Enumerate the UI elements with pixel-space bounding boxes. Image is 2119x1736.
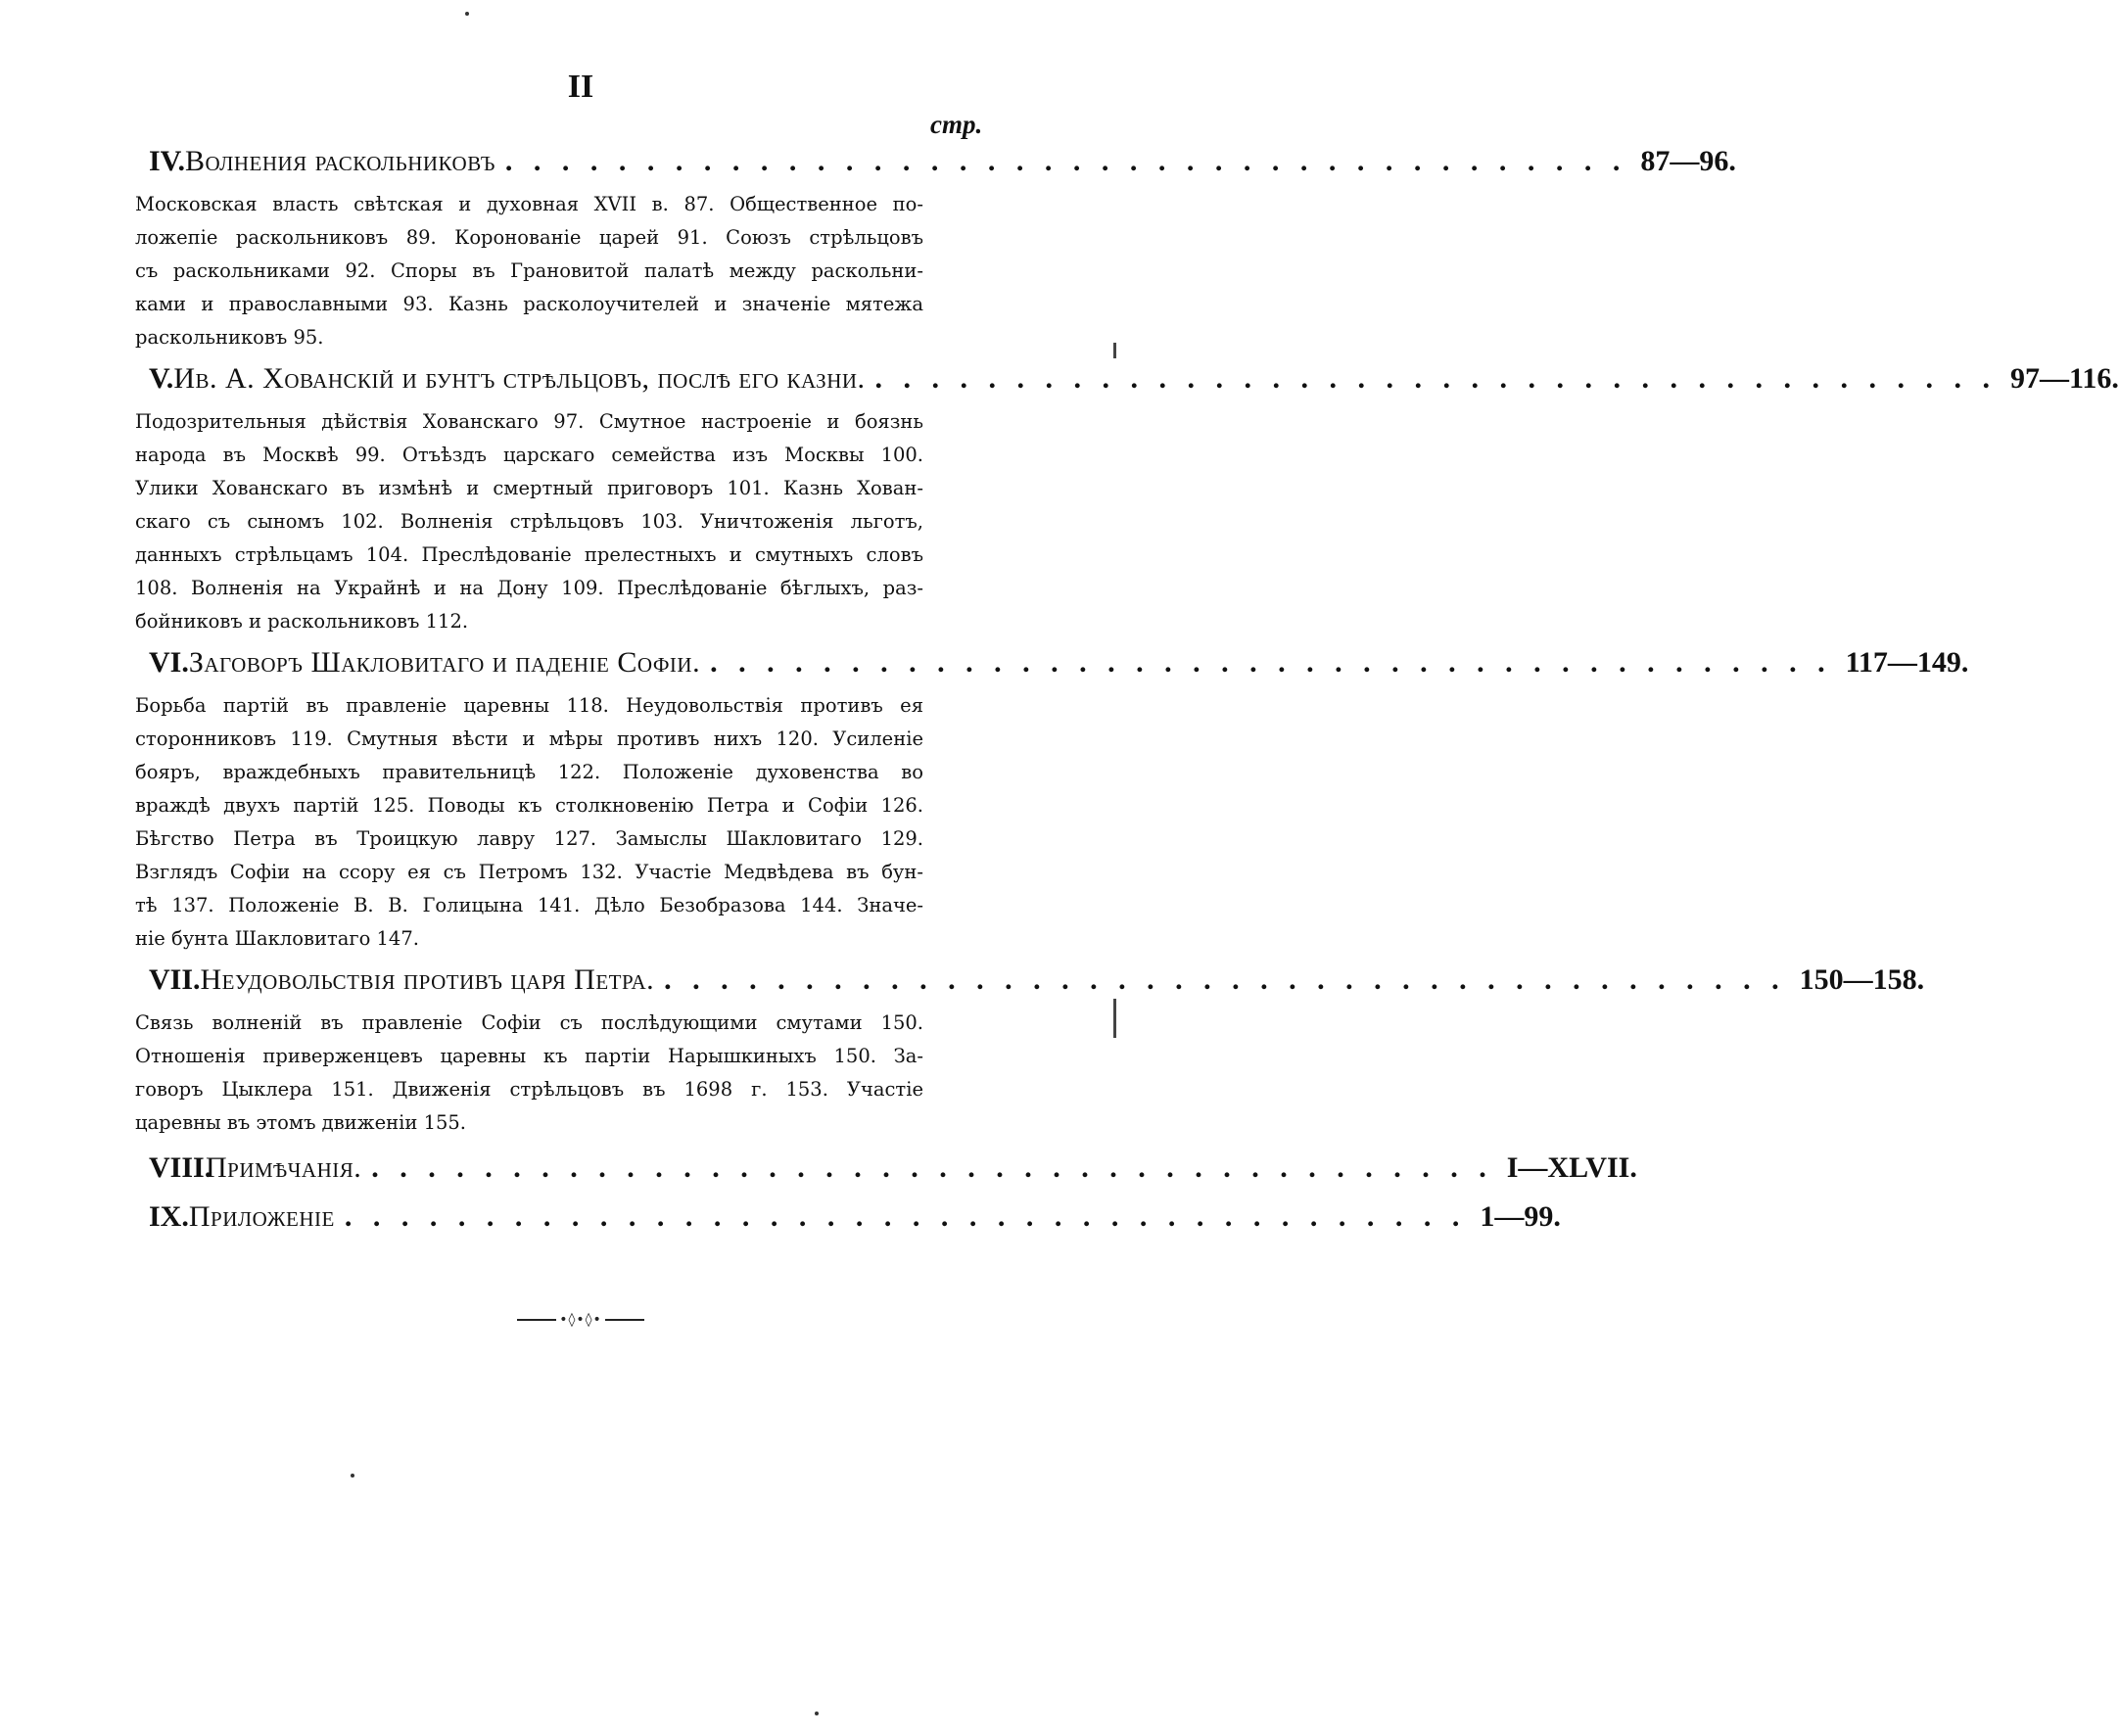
chapter-title: Ив. А. Хованскій и бунтъ стрѣльцовъ, послѣ его казни. (173, 362, 866, 395)
summary-line: враждѣ двухъ партій 125. Поводы къ столкновенію Петра и Софіи 126. (135, 794, 923, 817)
chapter-title: Приложеніе (188, 1200, 335, 1233)
dot-leader: . . . . . . . . . . . . . . . . . . . . . . . . . . . . . . . . . . . . . . . . (664, 963, 1786, 996)
toc-chapter (135, 644, 1969, 956)
page-edge-mark (1113, 999, 1116, 1038)
chapter-summary (135, 188, 1012, 354)
summary-line: Взглядъ Софіи на ссору ея съ Петромъ 132. Участіе Медвѣдева въ бун- (135, 861, 923, 883)
summary-line: раскольниковъ 95. (135, 326, 324, 349)
dot-leader: . . . . . . . . . . . . . . . . . . . . . . . . . . . . . . . . . . . . . . . . (344, 1200, 1467, 1233)
ornament-rule-left (517, 1319, 556, 1321)
summary-line: сторонниковъ 119. Смутныя вѣсти и мѣры противъ нихъ 120. Усиленіе (135, 727, 923, 750)
paper-speck (351, 1474, 354, 1478)
chapter-pages: 97—116. (2010, 362, 2119, 395)
end-ornament (0, 1312, 1161, 1328)
toc-chapter (135, 1150, 1637, 1191)
summary-line: ложепіе раскольниковъ 89. Коронованіе царей 91. Союзъ стрѣльцовъ (135, 226, 923, 249)
summary-line: Борьба партій въ правленіе царевны 118. Неудовольствія противъ ея (135, 694, 923, 717)
toc-chapter (135, 143, 1736, 354)
chapter-summary (135, 405, 1012, 638)
chapter-heading (135, 962, 1925, 1003)
summary-line: Бѣгство Петра въ Троицкую лавру 127. Замыслы Шакловитаго 129. (135, 827, 923, 850)
summary-line: данныхъ стрѣльцамъ 104. Преслѣдованіе прелестныхъ и смутныхъ словъ (135, 543, 923, 566)
summary-line: ками и православными 93. Казнь расколоучителей и значеніе мятежа (135, 293, 923, 315)
ornament-rule-right (605, 1319, 644, 1321)
chapter-title: Примѣчанія. (206, 1151, 362, 1184)
summary-line: народа въ Москвѣ 99. Отъѣздъ царскаго семейства изъ Москвы 100. (135, 444, 923, 466)
chapter-pages: 1—99. (1480, 1200, 1561, 1233)
toc-chapter (135, 962, 1925, 1140)
chapter-number: V. (149, 362, 174, 395)
chapter-number: VII. (149, 963, 201, 996)
toc-chapter (135, 1198, 1561, 1240)
chapter-summary (135, 689, 1012, 956)
summary-line: бояръ, враждебныхъ правительницѣ 122. Положеніе духовенства во (135, 761, 923, 783)
chapter-title: Волнения раскольниковъ (184, 145, 495, 177)
toc-chapter (135, 360, 2119, 638)
summary-line: ніе бунта Шакловитаго 147. (135, 927, 419, 950)
summary-line: тѣ 137. Положеніе В. В. Голицына 141. Дѣло Безобразова 144. Значе- (135, 894, 923, 916)
summary-line: скаго съ сыномъ 102. Волненія стрѣльцовъ 103. Уничтоженія льготъ, (135, 510, 923, 533)
chapter-number: IX. (149, 1200, 189, 1233)
chapter-title: Неудовольствія противъ царя Петра. (200, 963, 655, 996)
chapter-title: Заговоръ Шакловитаго и паденіе Софіи. (188, 646, 701, 679)
summary-line: Московская власть свѣтская и духовная XVII в. 87. Общественное по- (135, 193, 923, 215)
dot-leader: . . . . . . . . . . . . . . . . . . . . . . . . . . . . . . . . . . . . . . . . (874, 362, 1998, 395)
page-number: II (567, 69, 594, 105)
summary-line: говоръ Цыклера 151. Движенія стрѣльцовъ въ 1698 г. 153. Участіе (135, 1078, 923, 1101)
summary-line: съ раскольниками 92. Споры въ Грановитой палатѣ между раскольни- (135, 259, 923, 282)
ornament-glyph: •◊•◊• (559, 1312, 602, 1328)
paper-speck (815, 1712, 819, 1715)
summary-line: Подозрительныя дѣйствія Хованскаго 97. Смутное настроеніе и боязнь (135, 410, 923, 433)
chapter-pages: 117—149. (1845, 646, 1969, 679)
chapter-number: IV. (149, 145, 185, 177)
dot-leader: . . . . . . . . . . . . . . . . . . . . . . . . . . . . . . . . . . . . . . . . (504, 145, 1627, 177)
chapter-heading (135, 143, 1736, 184)
page-column-label: стр. (930, 110, 983, 139)
chapter-pages: 150—158. (1799, 963, 1925, 996)
summary-line: бойниковъ и раскольниковъ 112. (135, 610, 469, 633)
summary-line: Отношенія приверженцевъ царевны къ партіи Нарышкиныхъ 150. За- (135, 1045, 923, 1067)
chapter-heading (135, 1150, 1637, 1191)
chapter-pages: I—XLVII. (1506, 1151, 1637, 1184)
chapter-heading (135, 644, 1969, 685)
dot-leader: . . . . . . . . . . . . . . . . . . . . . . . . . . . . . . . . . . . . . . . . (710, 646, 1832, 679)
dot-leader: . . . . . . . . . . . . . . . . . . . . . . . . . . . . . . . . . . . . . . . . (371, 1151, 1493, 1184)
chapter-heading (135, 1198, 1561, 1240)
chapter-number: VI. (149, 646, 189, 679)
chapter-number: VIII. (149, 1151, 212, 1184)
summary-line: Улики Хованскаго въ измѣнѣ и смертный приговоръ 101. Казнь Хован- (135, 477, 923, 499)
chapter-summary (135, 1007, 1012, 1140)
summary-line: Связь волненій въ правленіе Софіи съ послѣдующими смутами 150. (135, 1011, 923, 1034)
paper-speck (465, 12, 469, 16)
summary-line: царевны въ этомъ движеніи 155. (135, 1111, 466, 1134)
page-edge-mark (1113, 343, 1116, 358)
chapter-pages: 87—96. (1640, 145, 1736, 177)
summary-line: 108. Волненія на Украйнѣ и на Дону 109. Преслѣдованіе бѣглыхъ, раз- (135, 577, 923, 599)
chapter-heading (135, 360, 2119, 401)
table-of-contents (135, 143, 2119, 1245)
